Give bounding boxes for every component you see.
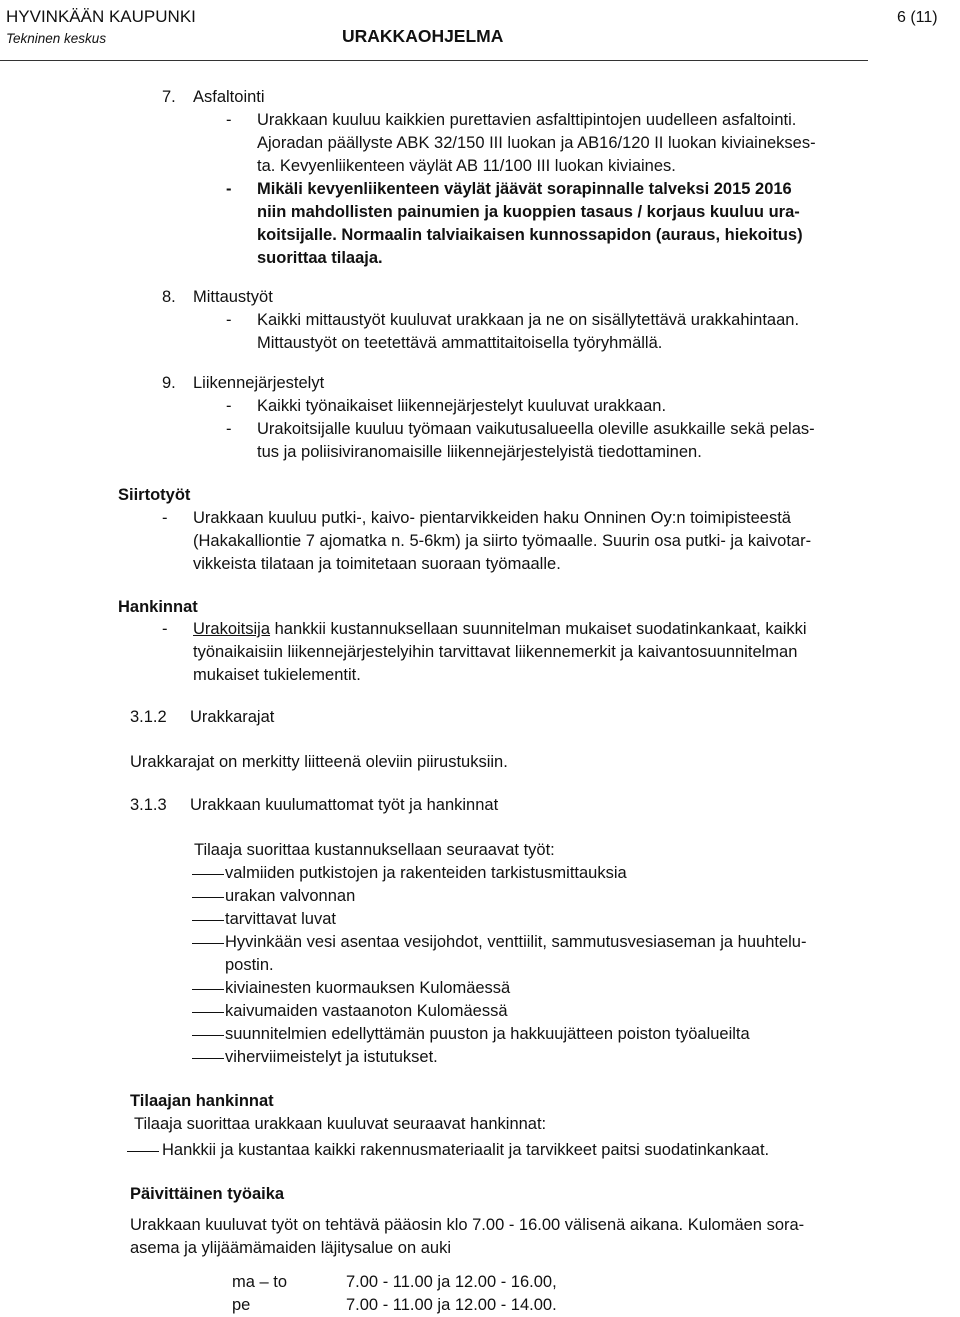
section-7-bold-line-4: suorittaa tilaaja. — [257, 249, 383, 267]
list-dash — [192, 1058, 224, 1059]
section-7-line-1: Urakkaan kuuluu kaikkien purettavien asfalttipintojen uudelleen asfaltointi. — [257, 111, 797, 129]
list-item: kiviainesten kuormauksen Kulomäessä — [225, 979, 511, 997]
hankinnat-line-1-rest: hankkii kustannuksellaan suunnitelman mukaiset suodatinkankaat, kaikki — [270, 620, 807, 638]
section-9-title: Liikennejärjestelyt — [193, 374, 325, 392]
list-dash — [192, 1035, 224, 1036]
section-7-line-2: Ajoradan päällyste ABK 32/150 III luokan ja AB16/120 II luokan kiviainekses- — [257, 134, 816, 152]
tilaajan-hankinnat-heading: Tilaajan hankinnat — [130, 1092, 274, 1110]
list-dash — [192, 897, 224, 898]
list-item: kaivumaiden vastaanoton Kulomäessä — [225, 1002, 508, 1020]
list-dash — [192, 943, 224, 944]
section-9-line-3: tus ja poliisiviranomaisille liikennejärjestelyistä tiedottaminen. — [257, 443, 702, 461]
section-7-bold-line-2: niin mahdollisten painumien ja kuoppien tasaus / korjaus kuuluu ura- — [257, 203, 800, 221]
section-3-1-2-text: Urakkarajat on merkitty liitteenä oleviin piirustuksiin. — [130, 753, 508, 771]
section-3-1-2-number: 3.1.2 — [130, 708, 167, 726]
bullet-dash: - — [162, 620, 168, 638]
section-8-number: 8. — [162, 288, 176, 306]
section-8-line-2: Mittaustyöt on teetettävä ammattitaitoisella työryhmällä. — [257, 334, 663, 352]
list-item: urakan valvonnan — [225, 887, 356, 905]
bullet-dash: - — [162, 509, 168, 527]
section-7-line-3: ta. Kevyenliikenteen väylät AB 11/100 III luokan kiviaines. — [257, 157, 676, 175]
paivittainen-tyoaika-heading: Päivittäinen työaika — [130, 1185, 285, 1203]
list-item: tarvittavat luvat — [225, 910, 336, 928]
siirtotyot-line-3: vikkeista tilataan ja toimitetaan suoraan työmaalle. — [193, 555, 561, 573]
hankinnat-line-3: mukaiset tukielementit. — [193, 666, 361, 684]
tilaajan-hankinnat-intro: Tilaaja suorittaa urakkaan kuuluvat seuraavat hankinnat: — [134, 1115, 547, 1133]
bullet-dash: - — [226, 111, 232, 129]
siirtotyot-line-2: (Hakakalliontie 7 ajomatka n. 5-6km) ja siirto työmaalle. Suurin osa putki- ja kaivotar- — [193, 532, 812, 550]
list-item: suunnitelmien edellyttämän puuston ja hakkuujätteen poiston työalueilta — [225, 1025, 750, 1043]
section-3-1-3-intro: Tilaaja suorittaa kustannuksellaan seuraavat työt: — [194, 841, 555, 859]
list-dash — [192, 989, 224, 990]
bullet-dash: - — [226, 420, 232, 438]
section-7-bold-line-1: Mikäli kevyenliikenteen väylät jäävät sorapinnalle talveksi 2015 2016 — [257, 180, 792, 198]
schedule-day: pe — [232, 1296, 251, 1314]
section-3-1-2-title: Urakkarajat — [190, 708, 275, 726]
siirtotyot-line-1: Urakkaan kuuluu putki-, kaivo- pientarvikkeiden haku Onninen Oy:n toimipisteestä — [193, 509, 791, 527]
header-title: URAKKAOHJELMA — [342, 26, 504, 46]
header-org: HYVINKÄÄN KAUPUNKI — [6, 7, 196, 26]
list-dash — [192, 874, 224, 875]
section-9-line-2: Urakoitsijalle kuuluu työmaan vaikutusalueella oleville asukkaille sekä pelas- — [257, 420, 815, 438]
tilaajan-hankinnat-item: Hankkii ja kustantaa kaikki rakennusmateriaalit ja tarvikkeet paitsi suodatinkankaat. — [162, 1141, 770, 1159]
paivittainen-tyoaika-line-2: asema ja ylijäämämaiden läjitysalue on auki — [130, 1239, 452, 1257]
schedule-time: 7.00 - 11.00 ja 12.00 - 14.00. — [346, 1296, 557, 1314]
bullet-dash: - — [226, 397, 232, 415]
header-rule — [0, 60, 868, 61]
list-item: valmiiden putkistojen ja rakenteiden tarkistusmittauksia — [225, 864, 627, 882]
list-item: Hyvinkään vesi asentaa vesijohdot, venttiilit, sammutusvesiaseman ja huuhtelu- — [225, 933, 807, 951]
section-3-1-3-title: Urakkaan kuulumattomat työt ja hankinnat — [190, 796, 499, 814]
section-8-line-1: Kaikki mittaustyöt kuuluvat urakkaan ja ne on sisällytettävä urakkahintaan. — [257, 311, 800, 329]
paivittainen-tyoaika-line-1: Urakkaan kuuluvat työt on tehtävä pääosin klo 7.00 - 16.00 välisenä aikana. Kulomäen sora- — [130, 1216, 805, 1234]
list-dash — [127, 1151, 159, 1152]
header-page-number: 6 (11) — [897, 9, 938, 26]
hankinnat-urakoitsija: Urakoitsija — [193, 620, 271, 638]
bullet-dash: - — [226, 311, 232, 329]
section-9-number: 9. — [162, 374, 176, 392]
section-8-title: Mittaustyöt — [193, 288, 273, 306]
siirtotyot-heading: Siirtotyöt — [118, 486, 191, 504]
schedule-day: ma – to — [232, 1273, 288, 1291]
bullet-dash: - — [226, 180, 232, 198]
section-7-number: 7. — [162, 88, 176, 106]
list-item: viherviimeistelyt ja istutukset. — [225, 1048, 438, 1066]
list-item-continuation: postin. — [225, 956, 274, 974]
section-7-title: Asfaltointi — [193, 88, 265, 106]
section-7-bold-line-3: koitsijalle. Normaalin talviaikaisen kunnossapidon (auraus, hiekoitus) — [257, 226, 803, 244]
schedule-time: 7.00 - 11.00 ja 12.00 - 16.00, — [346, 1273, 557, 1291]
header-dept: Tekninen keskus — [6, 31, 107, 46]
section-3-1-3-number: 3.1.3 — [130, 796, 167, 814]
hankinnat-line-1 — [193, 618, 807, 641]
hankinnat-heading: Hankinnat — [118, 598, 198, 616]
list-dash — [192, 920, 224, 921]
list-dash — [192, 1012, 224, 1013]
hankinnat-line-2: työnaikaisiin liikennejärjestelyihin tarvittavat liikennemerkit ja kaivantosuunnitelman — [193, 643, 798, 661]
section-9-line-1: Kaikki työnaikaiset liikennejärjestelyt kuuluvat urakkaan. — [257, 397, 667, 415]
